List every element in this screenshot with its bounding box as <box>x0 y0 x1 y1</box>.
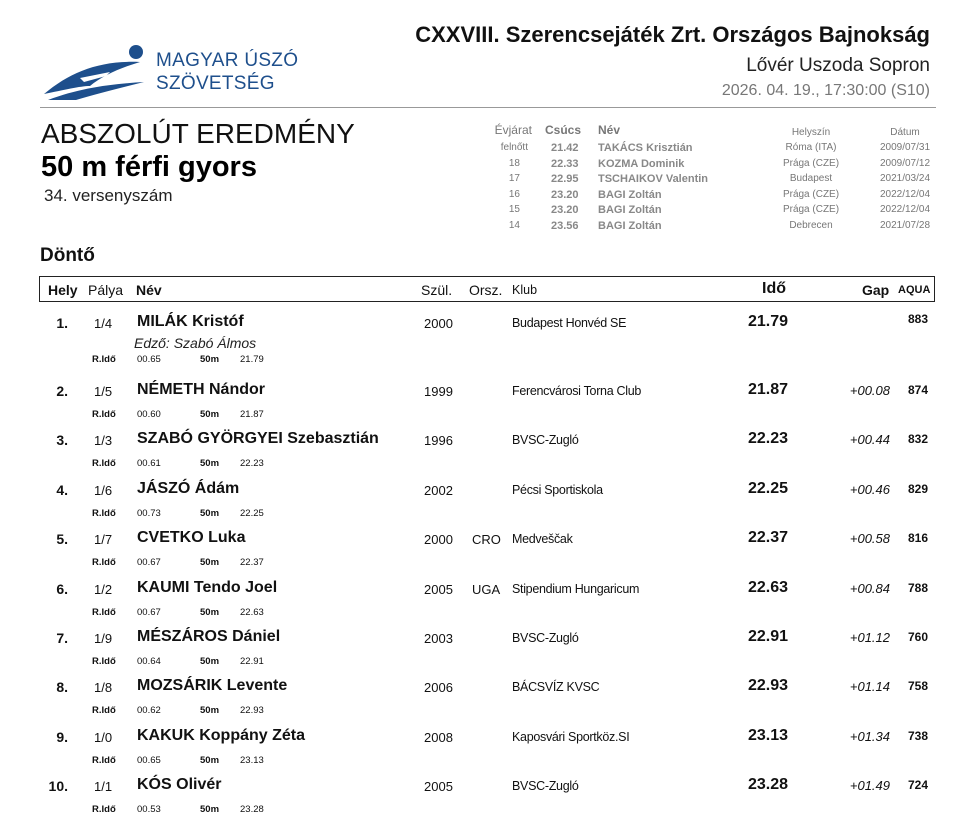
result-lane: 1/1 <box>94 779 113 794</box>
split-distance: 50m <box>200 755 220 766</box>
section-title: Döntő <box>40 245 95 266</box>
club: Stipendium Hungaricum <box>512 582 640 596</box>
logo-line-1: MAGYAR ÚSZÓ <box>156 50 299 71</box>
aqua-points: 874 <box>907 383 928 397</box>
record-holder: BAGI Zoltán <box>598 189 662 201</box>
record-age: 14 <box>508 220 520 231</box>
result-gap: +00.44 <box>849 432 890 447</box>
coach: Edző: Szabó Álmos <box>134 335 257 351</box>
event-datetime: 2026. 04. 19., 17:30:00 (S10) <box>721 82 930 99</box>
result-time: 23.28 <box>747 776 788 793</box>
birth-year: 2008 <box>424 730 453 745</box>
result-gap: +00.58 <box>849 531 890 546</box>
split-distance: 50m <box>200 508 220 519</box>
birth-year: 2000 <box>424 532 453 547</box>
club: Budapest Honvéd SE <box>512 316 627 330</box>
record-place: Róma (ITA) <box>785 142 837 153</box>
swimmer-name: MILÁK Kristóf <box>137 313 244 330</box>
split-distance: 50m <box>200 557 220 568</box>
result-lane: 1/9 <box>94 631 113 646</box>
split-time: 21.87 <box>240 409 264 420</box>
record-place: Debrecen <box>789 220 833 231</box>
record-holder: TSCHAIKOV Valentin <box>598 173 709 185</box>
result-row <box>0 424 974 474</box>
result-row <box>0 770 974 820</box>
result-place: 5. <box>56 531 68 547</box>
reaction-label: R.Idő <box>92 458 116 469</box>
aqua-points: 760 <box>907 630 928 644</box>
nation: UGA <box>472 582 501 597</box>
result-time: 23.13 <box>747 727 788 744</box>
birth-year: 2005 <box>424 779 453 794</box>
aqua-points: 738 <box>907 729 928 743</box>
record-date: 2009/07/12 <box>879 158 931 169</box>
col-header-gap: Gap <box>862 282 890 298</box>
result-row <box>0 474 974 524</box>
col-header-aqua: AQUA <box>898 284 931 296</box>
swimmer-name: KAUMI Tendo Joel <box>137 579 278 596</box>
venue: Lővér Uszoda Sopron <box>746 55 930 76</box>
result-place: 10. <box>48 778 68 794</box>
result-row <box>0 721 974 771</box>
split-time: 21.79 <box>240 354 264 365</box>
record-holder: BAGI Zoltán <box>598 220 662 232</box>
reaction-label: R.Idő <box>92 409 116 420</box>
split-time: 22.23 <box>240 458 264 469</box>
reaction-time: 00.65 <box>137 755 161 766</box>
result-lane: 1/4 <box>94 316 113 331</box>
result-gap: +01.34 <box>849 729 890 744</box>
record-date: 2009/07/31 <box>879 142 931 153</box>
club: Medveščak <box>512 532 573 546</box>
birth-year: 2005 <box>424 582 453 597</box>
col-header-club: Klub <box>512 283 538 297</box>
col-header-place: Hely <box>48 282 78 298</box>
record-date: 2022/12/04 <box>879 189 931 200</box>
result-time: 22.91 <box>747 628 788 645</box>
records-header-place: Helyszín <box>791 127 831 138</box>
result-lane: 1/5 <box>94 384 113 399</box>
record-place: Prága (CZE) <box>782 189 840 200</box>
result-place: 7. <box>56 630 68 646</box>
result-place: 6. <box>56 581 68 597</box>
result-time: 22.93 <box>747 677 788 694</box>
result-row <box>0 523 974 573</box>
reaction-label: R.Idő <box>92 804 116 815</box>
record-time: 23.20 <box>551 189 579 201</box>
result-row <box>0 375 974 425</box>
split-distance: 50m <box>200 409 220 420</box>
reaction-time: 00.73 <box>137 508 161 519</box>
event-number: 34. versenyszám <box>44 186 173 205</box>
record-holder: BAGI Zoltán <box>598 204 662 216</box>
aqua-points: 829 <box>907 482 928 496</box>
club: BÁCSVÍZ KVSC <box>512 680 600 694</box>
result-time: 22.23 <box>747 430 788 447</box>
records-header-age: Évjárat <box>494 123 532 137</box>
col-header-time: Idő <box>762 280 786 297</box>
split-time: 23.13 <box>240 755 264 766</box>
club: Ferencvárosi Torna Club <box>512 384 642 398</box>
swimmer-name: JÁSZÓ Ádám <box>137 480 240 497</box>
result-lane: 1/6 <box>94 483 113 498</box>
result-lane: 1/3 <box>94 433 113 448</box>
record-date: 2021/07/28 <box>879 220 931 231</box>
result-time: 22.25 <box>747 480 788 497</box>
result-gap: +01.14 <box>849 679 890 694</box>
birth-year: 2006 <box>424 680 453 695</box>
result-gap: +01.12 <box>849 630 890 645</box>
split-distance: 50m <box>200 354 220 365</box>
logo-line-2: SZÖVETSÉG <box>156 73 275 94</box>
split-distance: 50m <box>200 458 220 469</box>
col-header-birth: Szül. <box>421 282 453 298</box>
record-place: Prága (CZE) <box>782 158 840 169</box>
result-lane: 1/7 <box>94 532 113 547</box>
col-header-name: Név <box>136 282 162 298</box>
record-place: Budapest <box>789 173 833 184</box>
swimmer-name: MOZSÁRIK Levente <box>137 677 288 694</box>
reaction-label: R.Idő <box>92 607 116 618</box>
club: BVSC-Zugló <box>512 631 579 645</box>
aqua-points: 816 <box>907 531 928 545</box>
reaction-label: R.Idő <box>92 557 116 568</box>
reaction-time: 00.61 <box>137 458 161 469</box>
birth-year: 2002 <box>424 483 453 498</box>
records-header-name: Név <box>598 123 621 137</box>
result-lane: 1/8 <box>94 680 113 695</box>
split-time: 22.63 <box>240 607 264 618</box>
result-row <box>0 671 974 721</box>
record-age: 17 <box>508 173 520 184</box>
birth-year: 2000 <box>424 316 453 331</box>
reaction-time: 00.65 <box>137 354 161 365</box>
record-time: 22.95 <box>551 173 579 185</box>
reaction-time: 00.53 <box>137 804 161 815</box>
record-time: 23.56 <box>551 220 579 232</box>
reaction-time: 00.60 <box>137 409 161 420</box>
club: BVSC-Zugló <box>512 433 579 447</box>
records-header-date: Dátum <box>890 127 920 138</box>
aqua-points: 724 <box>907 778 928 792</box>
record-place: Prága (CZE) <box>782 204 840 215</box>
result-gap: +00.84 <box>849 581 890 596</box>
col-header-lane: Pálya <box>88 282 124 298</box>
reaction-time: 00.67 <box>137 607 161 618</box>
result-place: 4. <box>56 482 68 498</box>
record-date: 2021/03/24 <box>879 173 931 184</box>
event-name: 50 m férfi gyors <box>41 151 257 183</box>
split-time: 22.37 <box>240 557 264 568</box>
nation: CRO <box>472 532 501 547</box>
swimmer-name: NÉMETH Nándor <box>137 381 265 398</box>
swimmer-name: MÉSZÁROS Dániel <box>137 628 281 645</box>
result-lane: 1/0 <box>94 730 113 745</box>
result-time: 21.79 <box>747 313 788 330</box>
record-time: 23.20 <box>551 204 579 216</box>
result-time: 22.37 <box>747 529 788 546</box>
result-time: 22.63 <box>747 579 788 596</box>
aqua-points: 832 <box>907 432 928 446</box>
competition-title: CXXVIII. Szerencsejáték Zrt. Országos Bajnokság <box>415 22 930 47</box>
record-holder: TAKÁCS Krisztián <box>598 142 693 154</box>
split-distance: 50m <box>200 705 220 716</box>
record-holder: KOZMA Dominik <box>598 158 685 170</box>
records-table <box>0 0 974 240</box>
split-distance: 50m <box>200 804 220 815</box>
birth-year: 1999 <box>424 384 453 399</box>
reaction-time: 00.62 <box>137 705 161 716</box>
split-time: 22.25 <box>240 508 264 519</box>
reaction-label: R.Idő <box>92 354 116 365</box>
result-place: 8. <box>56 679 68 695</box>
aqua-points: 758 <box>907 679 928 693</box>
reaction-label: R.Idő <box>92 508 116 519</box>
split-distance: 50m <box>200 607 220 618</box>
record-time: 22.33 <box>551 158 579 170</box>
record-age: felnőtt <box>500 142 528 153</box>
swimmer-name: KAKUK Koppány Zéta <box>137 727 306 744</box>
record-time: 21.42 <box>551 142 579 154</box>
result-place: 3. <box>56 432 68 448</box>
aqua-points: 788 <box>907 581 928 595</box>
result-row <box>0 622 974 672</box>
club: BVSC-Zugló <box>512 779 579 793</box>
club: Pécsi Sportiskola <box>512 483 603 497</box>
birth-year: 2003 <box>424 631 453 646</box>
col-header-nation: Orsz. <box>469 282 503 298</box>
result-time: 21.87 <box>747 381 788 398</box>
result-place: 2. <box>56 383 68 399</box>
record-age: 15 <box>508 204 520 215</box>
reaction-label: R.Idő <box>92 656 116 667</box>
swimmer-name: KÓS Olivér <box>137 776 222 793</box>
record-age: 16 <box>508 189 520 200</box>
birth-year: 1996 <box>424 433 453 448</box>
club: Kaposvári Sportköz.SI <box>512 730 630 744</box>
aqua-points: 883 <box>907 312 928 326</box>
split-time: 22.91 <box>240 656 264 667</box>
reaction-label: R.Idő <box>92 755 116 766</box>
record-date: 2022/12/04 <box>879 204 931 215</box>
result-gap: +00.46 <box>849 482 890 497</box>
swimmer-name: SZABÓ GYÖRGYEI Szebasztián <box>137 430 379 447</box>
records-header-best: Csúcs <box>545 123 582 137</box>
split-time: 23.28 <box>240 804 264 815</box>
result-gap: +00.08 <box>849 383 890 398</box>
reaction-time: 00.64 <box>137 656 161 667</box>
result-lane: 1/2 <box>94 582 113 597</box>
result-place: 9. <box>56 729 68 745</box>
result-title: ABSZOLÚT EREDMÉNY <box>41 118 355 149</box>
reaction-time: 00.67 <box>137 557 161 568</box>
result-row <box>0 307 974 367</box>
result-gap: +01.49 <box>849 778 890 793</box>
result-row <box>0 573 974 623</box>
reaction-label: R.Idő <box>92 705 116 716</box>
swimmer-name: CVETKO Luka <box>137 529 246 546</box>
result-place: 1. <box>56 315 68 331</box>
split-distance: 50m <box>200 656 220 667</box>
split-time: 22.93 <box>240 705 264 716</box>
record-age: 18 <box>508 158 520 169</box>
